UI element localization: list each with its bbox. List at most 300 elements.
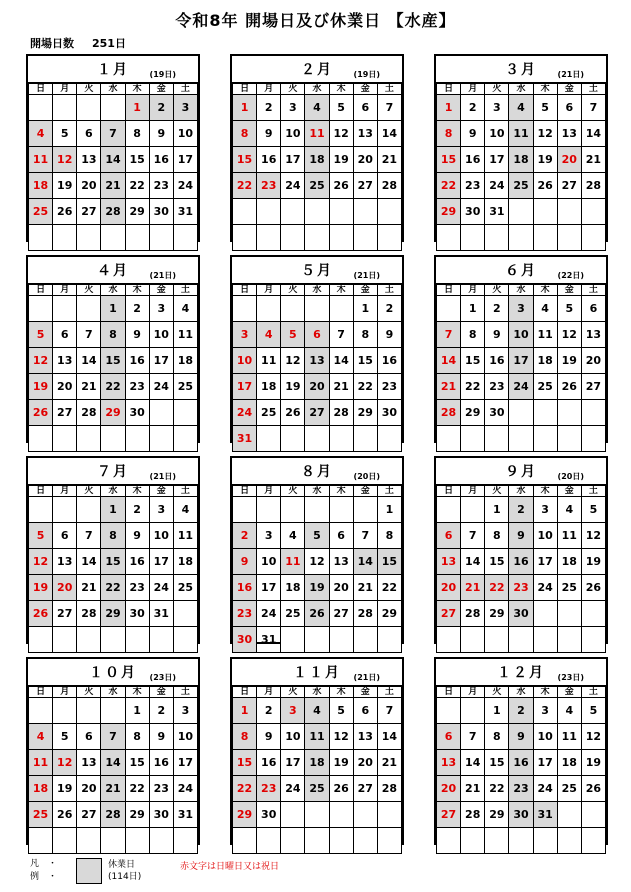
weekday-header: 日 bbox=[233, 84, 257, 95]
day-cell: 15 bbox=[377, 549, 401, 575]
day-cell: 24 bbox=[233, 400, 257, 426]
day-cell: 22 bbox=[101, 374, 125, 400]
empty-cell bbox=[149, 828, 173, 854]
day-cell: 1 bbox=[233, 698, 257, 724]
day-cell: 26 bbox=[29, 400, 53, 426]
day-cell: 26 bbox=[281, 400, 305, 426]
day-cell: 22 bbox=[485, 776, 509, 802]
day-cell: 27 bbox=[329, 601, 353, 627]
weekday-header: 日 bbox=[29, 285, 53, 296]
day-cell: 18 bbox=[557, 549, 581, 575]
day-cell: 19 bbox=[53, 776, 77, 802]
weekday-header: 木 bbox=[533, 285, 557, 296]
day-cell: 8 bbox=[377, 523, 401, 549]
week-row bbox=[437, 121, 606, 147]
empty-cell bbox=[437, 426, 461, 452]
empty-cell bbox=[329, 627, 353, 653]
empty-cell bbox=[233, 199, 257, 225]
empty-cell bbox=[353, 225, 377, 251]
week-row bbox=[233, 627, 402, 653]
empty-cell bbox=[377, 225, 401, 251]
day-cell: 13 bbox=[581, 322, 605, 348]
empty-cell bbox=[53, 627, 77, 653]
empty-cell bbox=[329, 296, 353, 322]
legend-closed-text bbox=[108, 859, 141, 883]
day-cell: 14 bbox=[437, 348, 461, 374]
day-cell: 3 bbox=[281, 95, 305, 121]
day-cell: 13 bbox=[329, 549, 353, 575]
day-cell: 28 bbox=[437, 400, 461, 426]
empty-cell bbox=[77, 95, 101, 121]
empty-cell bbox=[77, 497, 101, 523]
day-cell: 10 bbox=[173, 121, 197, 147]
day-cell: 21 bbox=[77, 575, 101, 601]
day-cell: 8 bbox=[461, 322, 485, 348]
day-cell: 3 bbox=[257, 523, 281, 549]
week-row bbox=[233, 698, 402, 724]
month-header bbox=[232, 659, 402, 686]
week-row bbox=[29, 95, 198, 121]
week-row bbox=[437, 322, 606, 348]
day-cell: 3 bbox=[281, 698, 305, 724]
day-cell: 17 bbox=[257, 575, 281, 601]
day-cell: 13 bbox=[437, 549, 461, 575]
weekday-header: 水 bbox=[101, 84, 125, 95]
empty-cell bbox=[461, 828, 485, 854]
empty-cell bbox=[281, 225, 305, 251]
day-cell: 30 bbox=[377, 400, 401, 426]
weekday-header: 月 bbox=[53, 486, 77, 497]
week-row bbox=[29, 523, 198, 549]
day-cell: 13 bbox=[557, 121, 581, 147]
day-cell: 15 bbox=[101, 549, 125, 575]
day-cell: 22 bbox=[377, 575, 401, 601]
day-cell: 8 bbox=[233, 724, 257, 750]
month-name: １２月 bbox=[497, 665, 545, 681]
legend-marker-line-2: 例 ・ bbox=[30, 872, 58, 882]
day-cell: 6 bbox=[77, 121, 101, 147]
empty-cell bbox=[485, 225, 509, 251]
day-cell: 19 bbox=[281, 374, 305, 400]
empty-cell bbox=[149, 400, 173, 426]
empty-cell bbox=[329, 497, 353, 523]
weekday-header: 木 bbox=[329, 84, 353, 95]
weekday-header: 土 bbox=[173, 687, 197, 698]
day-cell: 12 bbox=[29, 348, 53, 374]
day-cell: 10 bbox=[509, 322, 533, 348]
day-cell: 27 bbox=[53, 400, 77, 426]
day-cell: 28 bbox=[77, 601, 101, 627]
day-cell: 21 bbox=[329, 374, 353, 400]
day-cell: 24 bbox=[533, 776, 557, 802]
day-cell: 31 bbox=[173, 199, 197, 225]
week-row bbox=[437, 575, 606, 601]
empty-cell bbox=[305, 296, 329, 322]
day-cell: 19 bbox=[53, 173, 77, 199]
day-cell: 25 bbox=[557, 776, 581, 802]
day-cell: 5 bbox=[329, 698, 353, 724]
empty-cell bbox=[557, 802, 581, 828]
day-cell: 11 bbox=[509, 121, 533, 147]
week-row bbox=[233, 400, 402, 426]
day-cell: 12 bbox=[329, 121, 353, 147]
week-row bbox=[29, 147, 198, 173]
week-row bbox=[29, 601, 198, 627]
day-cell: 16 bbox=[125, 348, 149, 374]
day-cell: 16 bbox=[461, 147, 485, 173]
empty-cell bbox=[77, 828, 101, 854]
month-name: １月 bbox=[97, 62, 129, 78]
day-cell: 5 bbox=[557, 296, 581, 322]
month-header bbox=[28, 56, 198, 83]
empty-cell bbox=[533, 199, 557, 225]
weekday-header: 水 bbox=[509, 285, 533, 296]
day-cell: 22 bbox=[437, 173, 461, 199]
day-cell: 22 bbox=[125, 173, 149, 199]
day-cell: 17 bbox=[149, 549, 173, 575]
empty-cell bbox=[305, 802, 329, 828]
day-cell: 19 bbox=[305, 575, 329, 601]
day-cell: 17 bbox=[173, 147, 197, 173]
weekday-header: 土 bbox=[377, 687, 401, 698]
empty-cell bbox=[437, 296, 461, 322]
empty-cell bbox=[29, 95, 53, 121]
day-cell: 9 bbox=[125, 322, 149, 348]
weekday-header: 月 bbox=[461, 285, 485, 296]
weekday-header: 月 bbox=[461, 84, 485, 95]
day-cell: 17 bbox=[281, 750, 305, 776]
week-row bbox=[233, 374, 402, 400]
weekday-header: 土 bbox=[581, 285, 605, 296]
weekday-header: 月 bbox=[53, 687, 77, 698]
day-cell: 11 bbox=[257, 348, 281, 374]
week-row bbox=[29, 724, 198, 750]
day-cell: 2 bbox=[485, 296, 509, 322]
day-cell: 16 bbox=[257, 750, 281, 776]
day-cell: 23 bbox=[149, 173, 173, 199]
day-cell: 13 bbox=[53, 348, 77, 374]
empty-cell bbox=[509, 627, 533, 653]
day-cell: 15 bbox=[233, 147, 257, 173]
empty-cell bbox=[557, 627, 581, 653]
day-cell: 17 bbox=[485, 147, 509, 173]
day-cell: 23 bbox=[485, 374, 509, 400]
day-cell: 7 bbox=[101, 724, 125, 750]
empty-cell bbox=[461, 497, 485, 523]
day-cell: 6 bbox=[329, 523, 353, 549]
empty-cell bbox=[53, 95, 77, 121]
day-cell: 6 bbox=[557, 95, 581, 121]
month-calendar bbox=[230, 255, 404, 443]
empty-cell bbox=[437, 497, 461, 523]
day-cell: 25 bbox=[305, 776, 329, 802]
day-cell: 9 bbox=[233, 549, 257, 575]
week-row bbox=[29, 374, 198, 400]
day-cell: 2 bbox=[377, 296, 401, 322]
month-table bbox=[28, 83, 198, 251]
week-row bbox=[437, 199, 606, 225]
day-cell: 22 bbox=[353, 374, 377, 400]
weekday-header: 水 bbox=[305, 285, 329, 296]
week-row bbox=[437, 601, 606, 627]
weekday-header: 火 bbox=[485, 486, 509, 497]
month-name: ９月 bbox=[505, 464, 537, 480]
day-cell: 24 bbox=[485, 173, 509, 199]
day-cell: 1 bbox=[377, 497, 401, 523]
empty-cell bbox=[281, 296, 305, 322]
week-row bbox=[233, 426, 402, 452]
month-header bbox=[28, 659, 198, 686]
empty-cell bbox=[281, 497, 305, 523]
week-row bbox=[29, 400, 198, 426]
month-open-count: (22日) bbox=[557, 271, 584, 280]
empty-cell bbox=[257, 199, 281, 225]
day-cell: 29 bbox=[233, 802, 257, 828]
day-cell: 24 bbox=[533, 575, 557, 601]
weekday-header: 水 bbox=[101, 687, 125, 698]
day-cell: 23 bbox=[257, 173, 281, 199]
empty-cell bbox=[125, 426, 149, 452]
month-open-count: (19日) bbox=[149, 70, 176, 79]
day-cell: 4 bbox=[557, 497, 581, 523]
day-cell: 2 bbox=[509, 497, 533, 523]
day-cell: 5 bbox=[281, 322, 305, 348]
day-cell: 16 bbox=[377, 348, 401, 374]
day-cell: 2 bbox=[125, 497, 149, 523]
day-cell: 1 bbox=[125, 698, 149, 724]
day-cell: 27 bbox=[437, 601, 461, 627]
week-row bbox=[437, 698, 606, 724]
day-cell: 1 bbox=[353, 296, 377, 322]
day-cell: 13 bbox=[53, 549, 77, 575]
empty-cell bbox=[233, 497, 257, 523]
empty-cell bbox=[485, 426, 509, 452]
day-cell: 28 bbox=[377, 173, 401, 199]
day-cell: 7 bbox=[377, 698, 401, 724]
day-cell: 28 bbox=[581, 173, 605, 199]
day-cell: 6 bbox=[53, 523, 77, 549]
empty-cell bbox=[257, 426, 281, 452]
day-cell: 16 bbox=[149, 147, 173, 173]
empty-cell bbox=[281, 627, 305, 653]
week-row bbox=[29, 426, 198, 452]
weekday-header: 火 bbox=[485, 687, 509, 698]
week-row bbox=[437, 374, 606, 400]
day-cell: 4 bbox=[305, 698, 329, 724]
empty-cell bbox=[329, 828, 353, 854]
empty-cell bbox=[581, 426, 605, 452]
day-cell: 14 bbox=[101, 750, 125, 776]
day-cell: 24 bbox=[281, 776, 305, 802]
weekday-header: 日 bbox=[233, 285, 257, 296]
empty-cell bbox=[329, 199, 353, 225]
day-cell: 11 bbox=[173, 523, 197, 549]
day-cell: 18 bbox=[29, 173, 53, 199]
day-cell: 2 bbox=[257, 698, 281, 724]
day-cell: 15 bbox=[125, 750, 149, 776]
week-row bbox=[437, 724, 606, 750]
weekday-header: 木 bbox=[533, 84, 557, 95]
day-cell: 11 bbox=[557, 724, 581, 750]
day-cell: 8 bbox=[101, 322, 125, 348]
day-cell: 11 bbox=[281, 549, 305, 575]
empty-cell bbox=[53, 225, 77, 251]
weekday-header: 木 bbox=[329, 285, 353, 296]
empty-cell bbox=[437, 698, 461, 724]
month-header bbox=[436, 56, 606, 83]
day-cell: 4 bbox=[305, 95, 329, 121]
month-name: ５月 bbox=[301, 263, 333, 279]
day-cell: 9 bbox=[149, 121, 173, 147]
weekday-header: 月 bbox=[257, 285, 281, 296]
week-row bbox=[233, 121, 402, 147]
day-cell: 18 bbox=[305, 147, 329, 173]
day-cell: 18 bbox=[557, 750, 581, 776]
day-cell: 29 bbox=[101, 601, 125, 627]
weekday-header: 水 bbox=[509, 84, 533, 95]
day-cell: 23 bbox=[125, 575, 149, 601]
day-cell: 12 bbox=[53, 750, 77, 776]
day-cell: 14 bbox=[329, 348, 353, 374]
day-cell: 21 bbox=[581, 147, 605, 173]
day-cell: 14 bbox=[461, 750, 485, 776]
day-cell: 14 bbox=[461, 549, 485, 575]
weekday-header: 金 bbox=[149, 486, 173, 497]
month-name: ６月 bbox=[505, 263, 537, 279]
empty-cell bbox=[29, 225, 53, 251]
empty-cell bbox=[509, 225, 533, 251]
day-cell: 22 bbox=[233, 173, 257, 199]
weekday-header: 火 bbox=[77, 285, 101, 296]
day-cell: 28 bbox=[101, 802, 125, 828]
day-cell: 24 bbox=[509, 374, 533, 400]
day-cell: 29 bbox=[485, 802, 509, 828]
empty-cell bbox=[509, 828, 533, 854]
day-cell: 17 bbox=[509, 348, 533, 374]
empty-cell bbox=[281, 828, 305, 854]
day-cell: 10 bbox=[533, 523, 557, 549]
day-cell: 6 bbox=[353, 95, 377, 121]
day-cell: 7 bbox=[581, 95, 605, 121]
day-cell: 19 bbox=[581, 750, 605, 776]
week-row bbox=[29, 776, 198, 802]
legend-closed-label: 休業日 bbox=[108, 860, 136, 870]
empty-cell bbox=[149, 426, 173, 452]
day-cell: 24 bbox=[149, 374, 173, 400]
weekday-header: 土 bbox=[173, 486, 197, 497]
day-cell: 17 bbox=[281, 147, 305, 173]
empty-cell bbox=[305, 627, 329, 653]
day-cell: 12 bbox=[29, 549, 53, 575]
day-cell: 16 bbox=[509, 549, 533, 575]
day-cell: 12 bbox=[581, 523, 605, 549]
day-cell: 13 bbox=[77, 147, 101, 173]
day-cell: 10 bbox=[257, 549, 281, 575]
day-cell: 21 bbox=[353, 575, 377, 601]
month-open-count: (20日) bbox=[557, 472, 584, 481]
week-row bbox=[233, 828, 402, 854]
empty-cell bbox=[53, 426, 77, 452]
month-header bbox=[28, 257, 198, 284]
empty-cell bbox=[305, 426, 329, 452]
weekday-header: 土 bbox=[581, 687, 605, 698]
empty-cell bbox=[377, 426, 401, 452]
week-row bbox=[29, 497, 198, 523]
empty-cell bbox=[173, 828, 197, 854]
day-cell: 18 bbox=[173, 549, 197, 575]
day-cell: 18 bbox=[257, 374, 281, 400]
weekday-header: 火 bbox=[281, 486, 305, 497]
empty-cell bbox=[581, 802, 605, 828]
week-row bbox=[29, 627, 198, 653]
day-cell: 12 bbox=[557, 322, 581, 348]
day-cell: 21 bbox=[101, 173, 125, 199]
day-cell: 18 bbox=[173, 348, 197, 374]
day-cell: 1 bbox=[101, 296, 125, 322]
empty-cell bbox=[461, 627, 485, 653]
empty-cell bbox=[485, 627, 509, 653]
open-days-label: 開場日数 bbox=[30, 37, 74, 50]
day-cell: 11 bbox=[557, 523, 581, 549]
empty-cell bbox=[353, 802, 377, 828]
day-cell: 30 bbox=[125, 400, 149, 426]
day-cell: 25 bbox=[557, 575, 581, 601]
day-cell: 8 bbox=[353, 322, 377, 348]
weekday-header: 月 bbox=[461, 486, 485, 497]
empty-cell bbox=[281, 426, 305, 452]
week-row bbox=[437, 400, 606, 426]
day-cell: 18 bbox=[281, 575, 305, 601]
day-cell: 2 bbox=[149, 698, 173, 724]
week-row bbox=[233, 95, 402, 121]
weekday-header: 月 bbox=[257, 84, 281, 95]
empty-cell bbox=[173, 400, 197, 426]
weekday-header: 木 bbox=[125, 84, 149, 95]
empty-cell bbox=[329, 802, 353, 828]
week-row bbox=[437, 549, 606, 575]
day-cell: 20 bbox=[77, 776, 101, 802]
weekday-header: 土 bbox=[173, 285, 197, 296]
day-cell: 7 bbox=[101, 121, 125, 147]
week-row bbox=[437, 95, 606, 121]
month-open-count: (23日) bbox=[557, 673, 584, 682]
day-cell: 14 bbox=[77, 348, 101, 374]
month-open-count: (20日) bbox=[353, 472, 380, 481]
empty-cell bbox=[101, 627, 125, 653]
day-cell: 11 bbox=[29, 147, 53, 173]
empty-cell bbox=[173, 426, 197, 452]
day-cell: 20 bbox=[329, 575, 353, 601]
week-row bbox=[437, 296, 606, 322]
month-table bbox=[436, 485, 606, 653]
weekday-header: 木 bbox=[329, 687, 353, 698]
day-cell: 31 bbox=[233, 426, 257, 452]
weekday-header: 水 bbox=[509, 486, 533, 497]
week-row bbox=[437, 828, 606, 854]
month-calendar bbox=[434, 54, 608, 242]
month-name: ２月 bbox=[301, 62, 333, 78]
day-cell: 6 bbox=[437, 724, 461, 750]
month-name: ３月 bbox=[505, 62, 537, 78]
empty-cell bbox=[125, 828, 149, 854]
day-cell: 19 bbox=[29, 575, 53, 601]
week-row bbox=[29, 575, 198, 601]
day-cell: 8 bbox=[101, 523, 125, 549]
day-cell: 28 bbox=[461, 601, 485, 627]
empty-cell bbox=[125, 225, 149, 251]
day-cell: 15 bbox=[485, 750, 509, 776]
day-cell: 22 bbox=[125, 776, 149, 802]
